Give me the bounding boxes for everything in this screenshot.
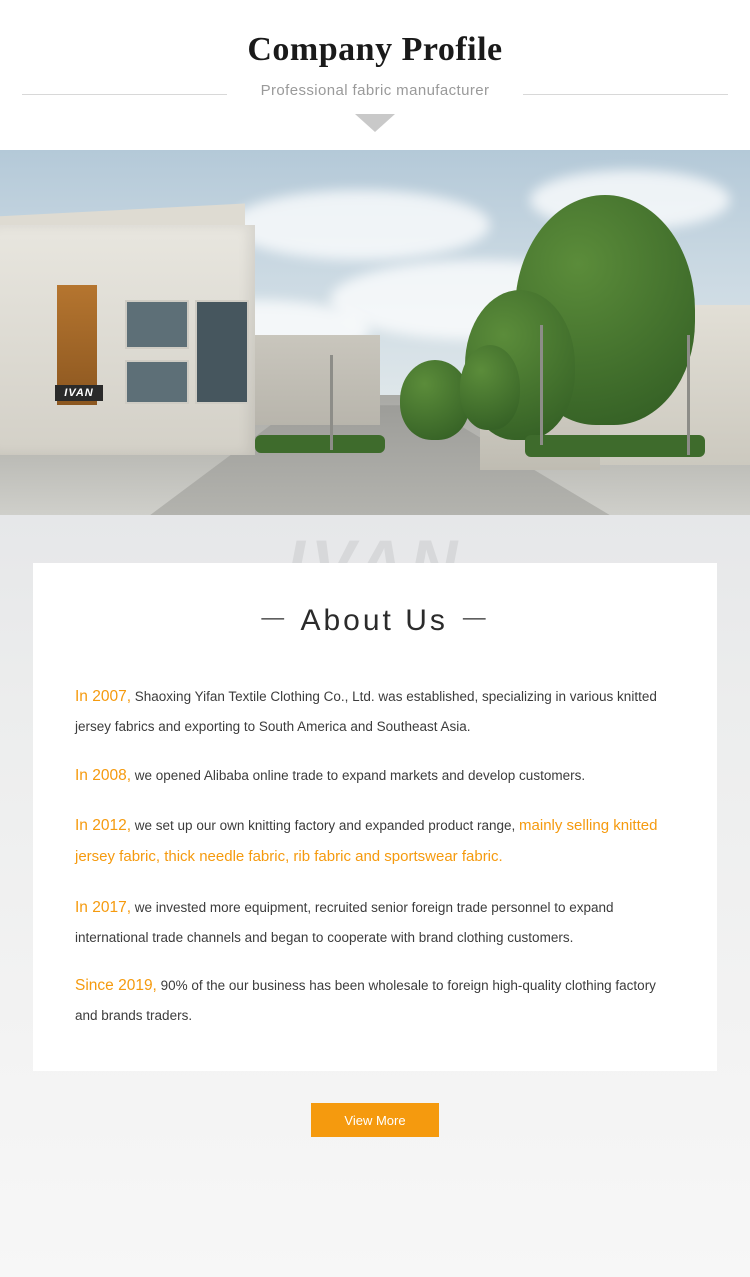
lamp-post <box>540 325 543 445</box>
about-paragraph <box>75 892 675 951</box>
view-more-button[interactable]: View More <box>311 1103 439 1137</box>
divider-left <box>22 94 227 95</box>
about-year: In 2007, <box>75 688 132 706</box>
about-highlight: mainly selling knitted jersey fabric, thick needle fabric, rib fabric and sportswear fabric. <box>75 817 658 866</box>
about-year: Since 2019, <box>75 977 157 995</box>
about-title: － About Us － <box>257 604 493 638</box>
about-text: we invested more equipment, recruited senior foreign trade personnel to expand international trade channels and began to cooperate with brand clothing customers. <box>75 899 614 945</box>
about-text: Shaoxing Yifan Textile Clothing Co., Ltd. was established, specializing in various knitted jersey fabrics and exporting to South America and Southeast Asia. <box>75 689 657 734</box>
cta-wrapper <box>0 1103 750 1137</box>
about-year: In 2008, <box>75 766 132 784</box>
page-subtitle: Professional fabric manufacturer <box>247 82 504 99</box>
about-text: we set up our own knitting factory and expanded product range, <box>131 818 520 834</box>
about-body <box>33 639 717 1030</box>
about-card <box>33 563 717 1071</box>
hedge <box>255 435 385 453</box>
window <box>195 300 249 404</box>
chevron-down-icon <box>355 114 395 132</box>
window <box>125 360 189 404</box>
hedge <box>525 435 705 457</box>
about-paragraph <box>75 681 675 740</box>
about-text: 90% of the our business has been wholesale to foreign high-quality clothing factory and brands traders. <box>75 978 656 1024</box>
about-paragraph <box>75 970 675 1029</box>
about-year: In 2012, <box>75 817 132 835</box>
page-header <box>0 0 750 132</box>
divider-right <box>523 94 728 95</box>
cloud <box>230 190 490 260</box>
tree <box>400 360 470 440</box>
building-middle <box>250 335 380 425</box>
about-paragraph <box>75 760 675 792</box>
lamp-post <box>687 335 690 455</box>
factory-exterior-photo <box>0 150 750 515</box>
lamp-post <box>330 355 333 450</box>
subtitle-row <box>0 82 750 106</box>
about-text: we opened Alibaba online trade to expand markets and develop customers. <box>131 767 586 783</box>
about-section <box>0 515 750 1277</box>
building-sign: IVAN <box>55 385 103 401</box>
window <box>125 300 189 349</box>
about-paragraph <box>75 810 675 873</box>
page-title: Company Profile <box>247 31 503 68</box>
tree <box>460 345 520 430</box>
about-year: In 2017, <box>75 898 132 916</box>
